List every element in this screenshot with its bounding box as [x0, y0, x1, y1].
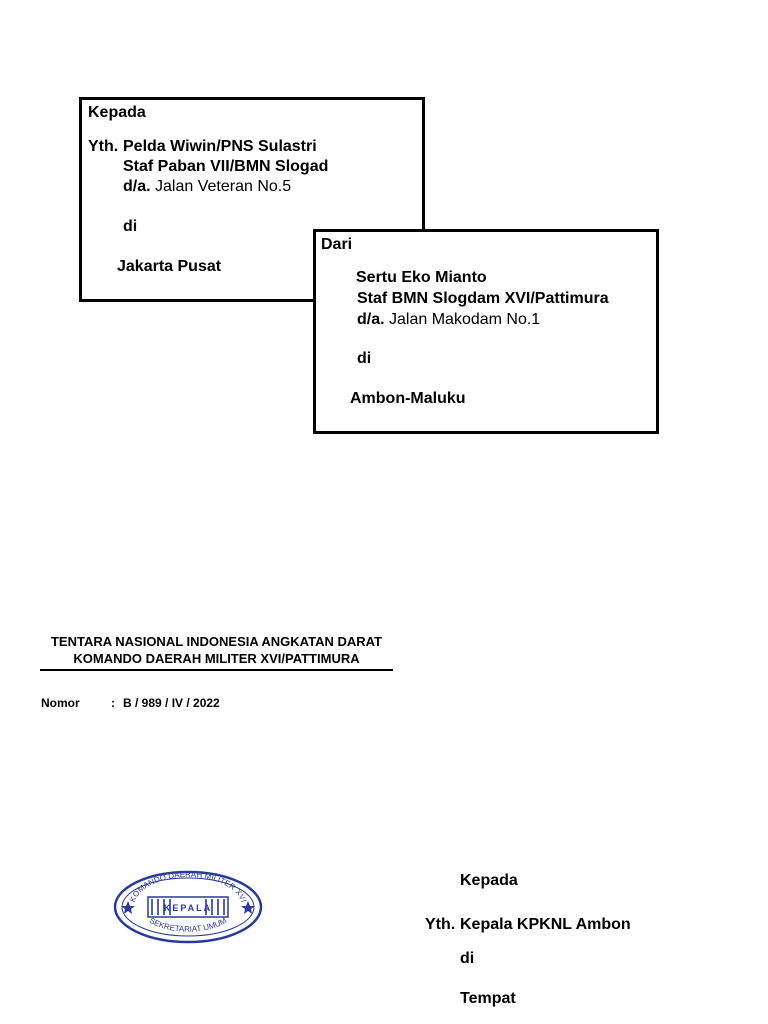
letterhead-underline [40, 669, 393, 671]
from-address [357, 311, 540, 329]
svg-text:SEKRETARIAT UMUM [148, 916, 228, 934]
to-da-prefix: d/a. [123, 178, 151, 195]
from-name: Sertu Eko Mianto [356, 269, 487, 286]
recipient-name: Kepala KPKNL Ambon [460, 916, 631, 933]
from-street: Jalan Makodam No.1 [389, 311, 541, 328]
from-di: di [357, 350, 372, 367]
nomor-separator: : [111, 696, 115, 710]
to-heading: Kepada [88, 104, 146, 121]
svg-text:KOMANDO DAERAH MILITER XVI [128, 870, 248, 904]
letterhead-line2: KOMANDO DAERAH MILITER XVI/PATTIMURA [73, 651, 360, 666]
from-city: Ambon-Maluku [350, 390, 466, 407]
to-city: Jakarta Pusat [117, 258, 222, 275]
official-stamp [112, 869, 264, 945]
letterhead-line1: TENTARA NASIONAL INDONESIA ANGKATAN DARAT [50, 634, 382, 649]
from-da-prefix: d/a. [357, 311, 385, 328]
to-yth: Yth. [88, 138, 119, 155]
from-office: Staf BMN Slogdam XVI/Pattimura [357, 290, 609, 307]
to-name: Pelda Wiwin/PNS Sulastri [123, 138, 317, 155]
to-address [123, 178, 291, 196]
recipient-yth: Yth. [425, 916, 456, 933]
to-street: Jalan Veteran No.5 [155, 178, 292, 195]
recipient-di: di [460, 950, 475, 967]
stamp-bottom-text: SEKRETARIAT UMUM [147, 915, 229, 934]
from-heading: Dari [321, 236, 353, 253]
to-di: di [123, 218, 138, 235]
recipient-heading: Kepada [460, 872, 518, 889]
nomor-label: Nomor [41, 696, 80, 710]
stamp-center-text: KEPALA [163, 903, 213, 913]
to-office: Staf Paban VII/BMN Slogad [123, 158, 329, 175]
nomor-value: B / 989 / IV / 2022 [123, 696, 220, 710]
recipient-place: Tempat [460, 990, 516, 1007]
stamp-top-text: KOMANDO DAERAH MILITER XVI [127, 869, 249, 904]
